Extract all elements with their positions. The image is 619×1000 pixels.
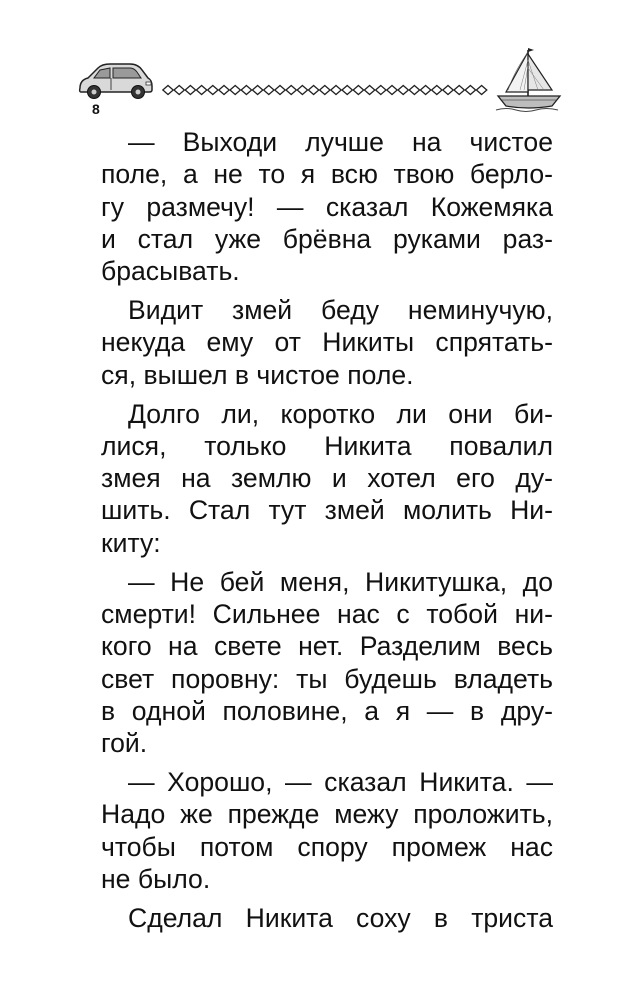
page-number: 8	[92, 101, 100, 117]
diamond-link	[342, 86, 352, 95]
text-line: не было.	[101, 863, 211, 894]
text-line: в одной половине, а я — в дру-	[101, 695, 553, 726]
paragraph-3	[101, 398, 553, 559]
text-line: ся, вышел в чистое поле.	[101, 359, 414, 390]
paragraph-5	[101, 766, 553, 895]
diamond-link	[264, 86, 274, 95]
text-line: гу размечу! — сказал Кожемяка	[101, 191, 553, 222]
text-line: гой.	[101, 728, 148, 759]
text-line: чтобы потом спору промеж нас	[101, 831, 553, 862]
text-line: змея на землю и хотел его ду-	[101, 463, 553, 494]
paragraph-2	[101, 294, 553, 391]
diamond-link	[308, 86, 318, 95]
text-line: кого на свете нет. Разделим весь	[101, 631, 553, 662]
diamond-link	[331, 86, 341, 95]
text-line: — Хорошо, — сказал Никита. —	[128, 767, 553, 798]
text-line: Надо же прежде межу проложить,	[101, 799, 553, 830]
text-line: лися, только Никита повалил	[101, 430, 553, 461]
diamond-link	[420, 86, 430, 95]
diamond-link	[286, 86, 296, 95]
paragraph-6	[101, 902, 553, 934]
diamond-link	[353, 86, 363, 95]
diamond-link	[320, 86, 330, 95]
text-line: свет поровну: ты будешь владеть	[101, 663, 553, 694]
car-icon	[76, 58, 154, 100]
text-line: и стал уже брёвна руками раз-	[101, 223, 553, 254]
diamond-link	[443, 86, 453, 95]
paragraph-4	[101, 566, 553, 760]
text-line: Долго ли, коротко ли они би-	[128, 398, 553, 429]
text-line: — Выходи лучше на чистое	[128, 127, 553, 157]
diamond-link	[297, 86, 307, 95]
text-line: поле, а не то я всю твою берло-	[101, 159, 553, 190]
diamond-link	[252, 86, 262, 95]
diamond-link	[174, 86, 184, 95]
diamond-link	[185, 86, 195, 95]
text-line: смерти! Сильнее нас с тобой ни-	[101, 598, 553, 629]
diamond-link	[376, 86, 386, 95]
diamond-link	[387, 86, 397, 95]
diamond-link	[208, 86, 218, 95]
text-line: — Не бей меня, Никитушка, до	[128, 566, 553, 597]
story-text	[101, 126, 553, 941]
diamond-link	[476, 86, 486, 95]
diamond-link	[163, 86, 173, 95]
text-line: Видит змей беду неминучую,	[128, 295, 553, 326]
text-line: брасывать.	[101, 256, 240, 287]
diamond-link	[409, 86, 419, 95]
diamond-link	[432, 86, 442, 95]
diamond-link	[219, 86, 229, 95]
diamond-link	[398, 86, 408, 95]
text-line: Сделал Никита соху в триста	[128, 902, 553, 933]
diamond-link	[230, 86, 240, 95]
diamond-link	[454, 86, 464, 95]
diamond-link	[465, 86, 475, 95]
paragraph-1	[101, 126, 553, 287]
diamond-chain-divider	[162, 84, 488, 96]
diamond-link	[196, 86, 206, 95]
diamond-link	[241, 86, 251, 95]
text-line: киту:	[101, 527, 161, 558]
diamond-link	[364, 86, 374, 95]
sailboat-icon	[494, 46, 564, 116]
text-line: некуда ему от Никиты спрятать-	[101, 327, 553, 358]
text-line: шить. Стал тут змей молить Ни-	[101, 495, 553, 526]
page-header	[0, 40, 619, 120]
diamond-link	[275, 86, 285, 95]
